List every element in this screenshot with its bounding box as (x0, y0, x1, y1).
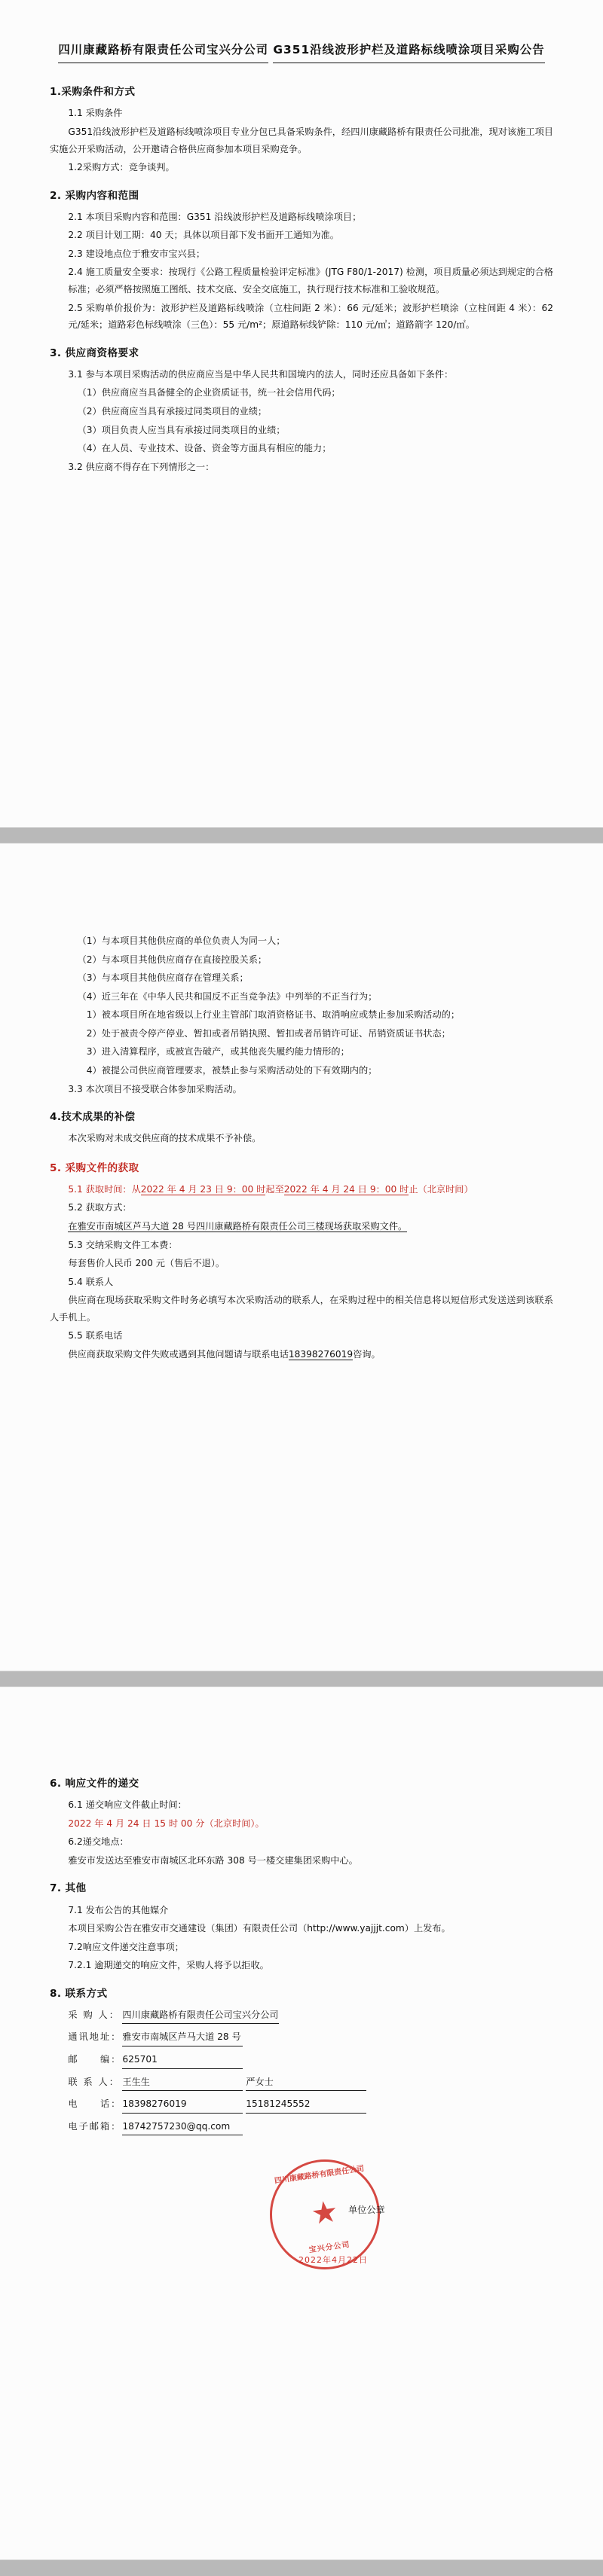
section-7-2-label: 7.2响应文件递交注意事项； (68, 1941, 184, 1952)
sub-item-3: 4）被提公司供应商管理要求，被禁止参与采购活动处的下有效期内的； (86, 1064, 378, 1076)
section-6-2-label: 6.2递交地点： (68, 1836, 129, 1848)
section-3-3: 3.3 本次项目不接受联合体参加采购活动。 (68, 1083, 242, 1094)
section-5-1-mid: 起至 (265, 1183, 284, 1195)
document-title (50, 39, 553, 63)
signature-seal-area (50, 2140, 553, 2298)
section-3-2: 3.2 供应商不得存在下列情形之一： (68, 461, 215, 472)
section-2-4: 2.4 施工质量安全要求：按现行《公路工程质量检验评定标准》(JTG F80/1-2017) 检测，项目质量必须达到规定的合格标准；必须严格按照施工图纸、技术交底、安全交底施工，执行现行技术标准和工验收规范。 (68, 267, 553, 295)
contact-value-postcode: 625701 (122, 2051, 243, 2069)
section-2-heading: 2. 采购内容和范围 (50, 189, 139, 202)
section-3-1-item-1: （2）供应商应当具有承接过同类项目的业绩； (77, 406, 268, 417)
contact-label-person: 联 系 人： (68, 2076, 120, 2087)
section-5-2-body (50, 1218, 553, 1235)
section-5-5-body-pre: 供应商获取采购文件失败或遇到其他问题请与联系电话 (68, 1348, 289, 1360)
seal-arc-text: 四川康藏路桥有限责任公司 (274, 2165, 365, 2186)
contact-row-address (50, 2028, 553, 2046)
section-5-5-body-post: 咨询。 (353, 1348, 381, 1360)
section-8-heading: 8. 联系方式 (50, 1987, 108, 2000)
section-5-3-body: 每套售价人民币 200 元（售后不退）。 (68, 1258, 225, 1269)
contact-phone-inline: 18398276019 (288, 1348, 354, 1360)
section-1-1-label: 1.1 采购条件 (68, 108, 123, 119)
contact-value-address: 雅安市南城区芦马大道 28 号 (122, 2028, 243, 2046)
section-5-1 (50, 1181, 553, 1198)
section-5-1-date-end: 2022 年 4 月 24 日 9：00 时 (283, 1183, 409, 1195)
section-4-body: 本次采购对未成交供应商的技术成果不予补偿。 (68, 1133, 262, 1144)
section-3-heading: 3. 供应商资格要求 (50, 346, 139, 359)
page-3 (0, 1687, 603, 2559)
section-2-3: 2.3 建设地点位于雅安市宝兴县； (68, 248, 206, 259)
contact-label-email: 电子邮箱： (68, 2120, 122, 2132)
section-7-1-body: 本项目采购公告在雅安市交通建设（集团）有限责任公司（http://www.yajjjt.com）上发布。 (68, 1923, 451, 1934)
seal-bottom-text: 宝兴分公司 (308, 2240, 351, 2255)
title-line-1: 四川康藏路桥有限责任公司宝兴分公司 (58, 39, 268, 63)
section-7-1-label: 7.1 发布公告的其他媒介 (68, 1904, 169, 1915)
seal-label: 单位公章 (348, 2205, 385, 2216)
section-6-1-label: 6.1 递交响应文件截止时间： (68, 1799, 187, 1811)
seal-star-icon: ★ (308, 2194, 341, 2233)
contact-value-person-1: 王生生 (122, 2074, 243, 2092)
contact-row-email (50, 2118, 553, 2136)
section-6-2-body: 雅安市发送达至雅安市南城区北环东路 308 号一楼交建集团采购中心。 (68, 1854, 358, 1866)
contact-label-postcode: 邮 编： (68, 2054, 122, 2065)
section-5-3-label: 5.3 交纳采购文件工本费： (68, 1239, 178, 1250)
contact-table (50, 2007, 553, 2135)
section-5-1-prefix: 5.1 获取时间：从 (68, 1183, 141, 1195)
title-line-2: G351沿线波形护栏及道路标线喷涂项目采购公告 (273, 39, 544, 63)
section-1-1-body: G351沿线波形护栏及道路标线喷涂项目专业分包已具备采购条件，经四川康藏路桥有限责任公司批准，现对该施工项目实施公开采购活动，公开邀请合格供应商参加本项目采购竞争。 (50, 126, 553, 154)
section-5-2-body-text: 在雅安市南城区芦马大道 28 号四川康藏路桥有限责任公司三楼现场获取采购文件。 (68, 1221, 408, 1232)
section-5-4-label: 5.4 联系人 (68, 1276, 114, 1287)
clause-0: （1）与本项目其他供应商的单位负责人为同一人； (77, 935, 286, 946)
section-2-1: 2.1 本项目采购内容和范围：G351 沿线波形护栏及道路标线喷涂项目； (68, 211, 362, 222)
clause-1: （2）与本项目其他供应商存在直接控股关系； (77, 954, 268, 965)
contact-value-phone-2: 15181245552 (246, 2095, 366, 2114)
section-5-heading: 5. 采购文件的获取 (50, 1161, 139, 1174)
section-5-1-date-start: 2022 年 4 月 23 日 9：00 时 (140, 1183, 266, 1195)
section-6-1-value: 2022 年 4 月 24 日 15 时 00 分（北京时间）。 (68, 1818, 265, 1829)
section-5-5-label: 5.5 联系电话 (68, 1330, 123, 1341)
contact-row-phone (50, 2095, 553, 2114)
section-3-1-item-3: （4）在人员、专业技术、设备、资金等方面具有相应的能力； (77, 443, 332, 454)
section-5-1-suffix: 止（北京时间） (409, 1183, 473, 1195)
seal-date: 2022年4月22日 (298, 2255, 368, 2266)
section-3-1: 3.1 参与本项目采购活动的供应商应当是中华人民共和国境内的法人，同时还应具备如下条件： (68, 368, 454, 380)
section-5-2-label: 5.2 获取方式： (68, 1202, 132, 1213)
section-6-heading: 6. 响应文件的递交 (50, 1778, 139, 1790)
clause-3: （4）近三年在《中华人民共和国反不正当竞争法》中列举的不正当行为； (77, 990, 378, 1002)
contact-value-person-2: 严女士 (246, 2074, 366, 2092)
clause-2: （3）与本项目其他供应商存在管理关系； (77, 972, 249, 984)
section-3-1-item-0: （1）供应商应当具备健全的企业资质证书，统一社会信用代码； (77, 387, 341, 398)
contact-value-phone-1: 18398276019 (122, 2095, 243, 2114)
contact-row-purchaser (50, 2007, 553, 2025)
section-3-1-item-2: （3）项目负责人应当具有承接过同类项目的业绩； (77, 424, 286, 435)
section-7-heading: 7. 其他 (50, 1882, 87, 1895)
contact-row-person (50, 2074, 553, 2092)
page-1 (0, 0, 603, 827)
sub-item-2: 3）进入清算程序，或被宣告破产，或其他丧失履约能力情形的； (86, 1046, 350, 1058)
sub-item-0: 1）被本项目所在地省级以上行业主管部门取消资格证书、取消响应或禁止参加采购活动的； (86, 1009, 461, 1021)
section-1-2: 1.2采购方式：竞争谈判。 (68, 162, 175, 173)
sub-item-1: 2）处于被责令停产停业、暂扣或者吊销执照、暂扣或者吊销许可证、吊销资质证书状态； (86, 1027, 451, 1039)
section-4-heading: 4.技术成果的补偿 (50, 1111, 136, 1124)
contact-label-purchaser: 采 购 人： (68, 2009, 120, 2020)
section-2-5: 2.5 采购单价报价为：波形护栏及道路标线喷涂（立柱间距 2 米）：66 元/延米；波形护栏喷涂（立柱间距 4 米）：62 元/延米；道路彩色标线喷涂（三色）：55 元/m²；原道路标线铲除：110 元/㎡；道路箭字 120/㎡。 (68, 302, 553, 331)
contact-value-purchaser: 四川康藏路桥有限责任公司宝兴分公司 (122, 2007, 278, 2025)
section-2-2: 2.2 项目计划工期：40 天；具体以项目部下发书面开工通知为准。 (68, 230, 339, 241)
contact-label-phone: 电 话： (68, 2098, 122, 2110)
contact-row-postcode (50, 2051, 553, 2069)
section-7-2-1: 7.2.1 逾期递交的响应文件，采购人将予以拒收。 (68, 1960, 269, 1971)
contact-value-email: 18742757230@qq.com (122, 2118, 243, 2136)
section-1-heading: 1.采购条件和方式 (50, 86, 136, 99)
section-5-4-body: 供应商在现场获取采购文件时务必填写本次采购活动的联系人，在采购过程中的相关信息将以短信形式发送送到该联系人手机上。 (50, 1295, 553, 1323)
section-5-5-body (50, 1346, 553, 1363)
page-2 (0, 844, 603, 1671)
contact-label-address: 通讯地址： (68, 2031, 122, 2043)
